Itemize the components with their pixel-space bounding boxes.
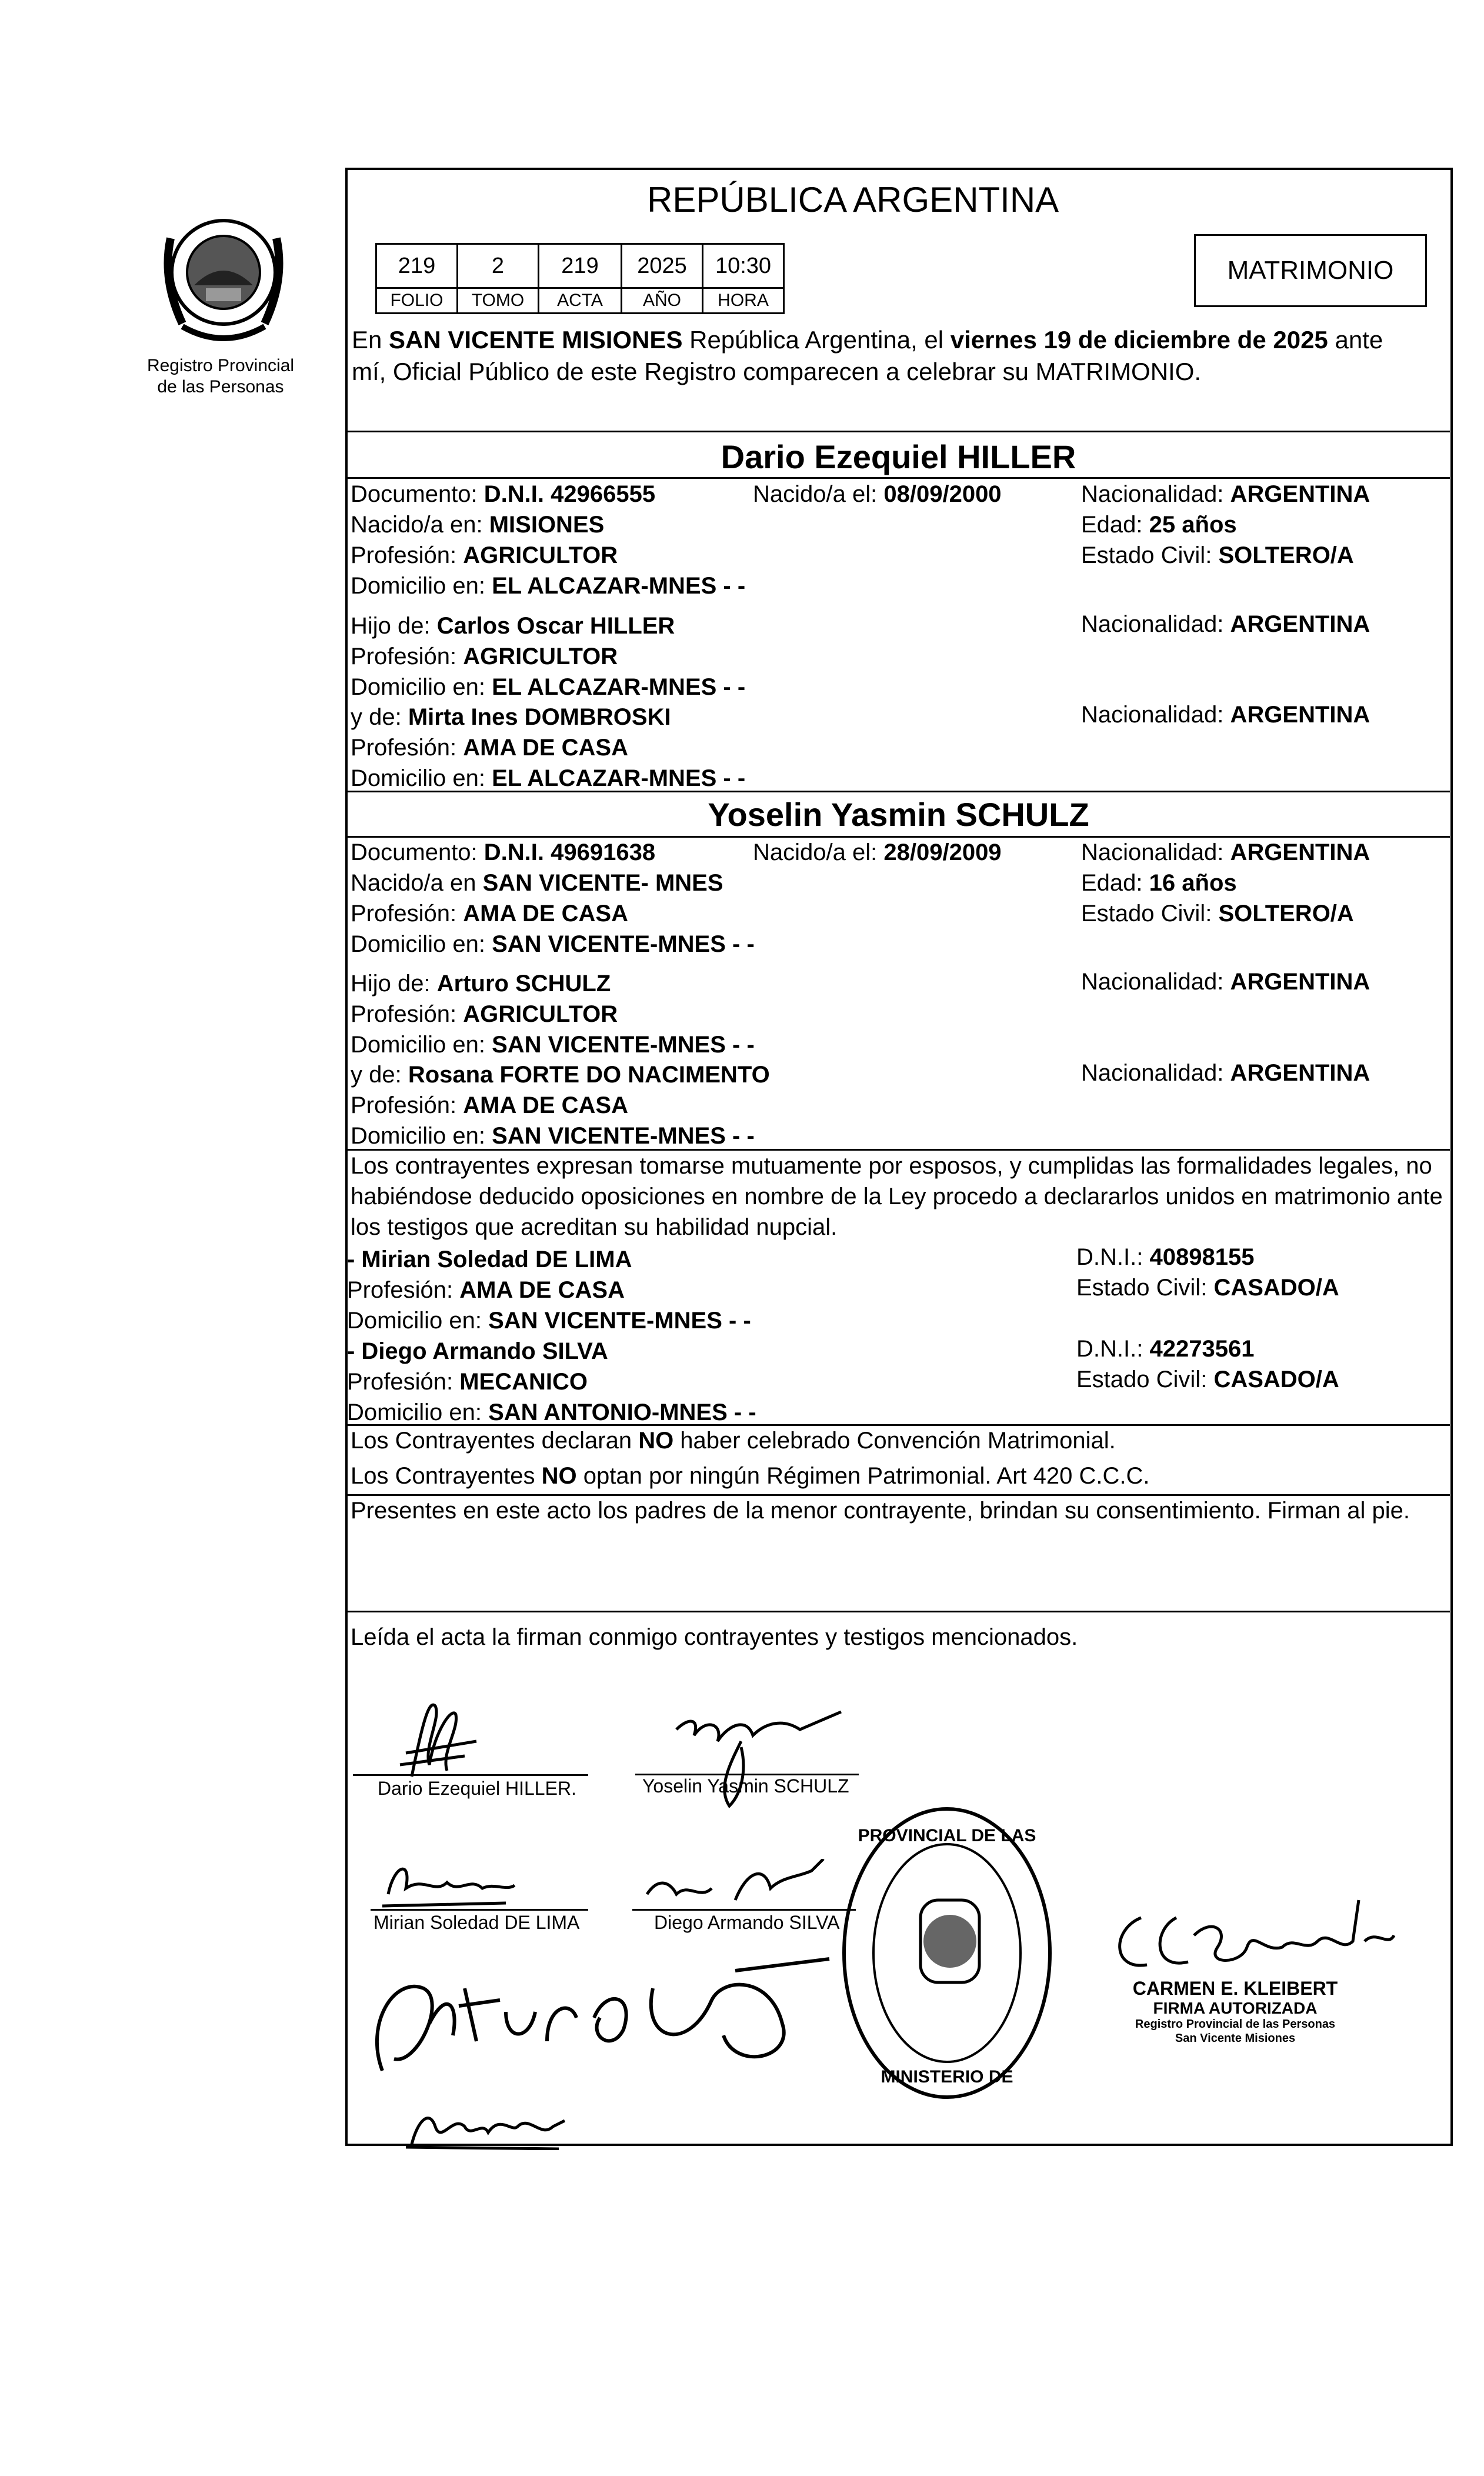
acta-label: ACTA bbox=[539, 288, 622, 314]
bride-father-dom bbox=[351, 1030, 755, 1059]
label: Nacionalidad: bbox=[1081, 969, 1224, 995]
emphasis: NO bbox=[541, 1463, 577, 1489]
bride-father bbox=[351, 969, 611, 998]
intro-date: viernes 19 de diciembre de 2025 bbox=[950, 326, 1328, 354]
groom-age bbox=[1081, 510, 1237, 539]
groom-father-dom bbox=[351, 672, 745, 702]
label: Profesión: bbox=[351, 735, 457, 761]
value: AMA DE CASA bbox=[463, 735, 628, 761]
value: Rosana FORTE DO NACIMENTO bbox=[408, 1062, 770, 1088]
groom-mother-dom bbox=[351, 764, 745, 793]
label: Nacionalidad: bbox=[1081, 611, 1224, 637]
text: Los Contrayentes declaran bbox=[351, 1428, 639, 1454]
bride-mother-nat bbox=[1081, 1058, 1370, 1088]
value: ARGENTINA bbox=[1230, 611, 1370, 637]
label: Nacionalidad: bbox=[1081, 839, 1224, 865]
value: ARGENTINA bbox=[1230, 969, 1370, 995]
officer-office: Registro Provincial de las Personas bbox=[1135, 2018, 1336, 2031]
label: y de: bbox=[351, 704, 402, 730]
misiones-emblem-icon bbox=[159, 203, 288, 350]
bride-birthplace bbox=[351, 868, 723, 898]
label: Domicilio en: bbox=[351, 674, 485, 700]
value: D.N.I. 42966555 bbox=[483, 481, 656, 507]
value: MECANICO bbox=[459, 1369, 588, 1395]
value: Mirta Ines DOMBROSKI bbox=[408, 704, 671, 730]
value: AMA DE CASA bbox=[463, 901, 628, 927]
label: Domicilio en: bbox=[351, 573, 485, 599]
label: Edad: bbox=[1081, 512, 1143, 538]
value: AGRICULTOR bbox=[463, 644, 618, 669]
witness1-civil bbox=[1076, 1273, 1339, 1302]
label: Hijo de: bbox=[351, 971, 431, 997]
bride-prof bbox=[351, 899, 628, 928]
bride-born bbox=[753, 838, 1002, 867]
label: Estado Civil: bbox=[1081, 542, 1212, 568]
groom-mother-prof bbox=[351, 733, 628, 762]
father-signature-mark bbox=[359, 1953, 841, 2088]
label: Nacido/a en bbox=[351, 870, 476, 896]
hora-label: HORA bbox=[703, 288, 784, 314]
witness1-signature-mark bbox=[376, 1853, 518, 1918]
intro-text-a: En bbox=[352, 326, 389, 354]
bride-civil bbox=[1081, 899, 1354, 928]
value: 28/09/2009 bbox=[883, 839, 1002, 865]
record-type: MATRIMONIO bbox=[1227, 256, 1394, 285]
value: CASADO/A bbox=[1213, 1275, 1339, 1301]
register-values-row bbox=[376, 244, 784, 288]
official-stamp bbox=[835, 1800, 1059, 2106]
province-seal bbox=[159, 203, 288, 350]
value: CASADO/A bbox=[1213, 1367, 1339, 1392]
value: ARGENTINA bbox=[1230, 481, 1370, 507]
label: Profesión: bbox=[351, 901, 457, 927]
value: ARGENTINA bbox=[1230, 702, 1370, 728]
parents-note: Presentes en este acto los padres de la menor contrayente, brindan su consentimiento. Firman al pie. bbox=[351, 1498, 1410, 1524]
bride-father-nat bbox=[1081, 967, 1370, 997]
witness1-name: - Mirian Soledad DE LIMA bbox=[347, 1247, 632, 1272]
stamp-ring-text: PROVINCIAL DE LAS bbox=[858, 1826, 1036, 1845]
label: Domicilio en: bbox=[351, 765, 485, 791]
seal-caption-line1: Registro Provincial bbox=[146, 356, 295, 375]
officer-signature-mark bbox=[1106, 1894, 1400, 1982]
witness2-name: - Diego Armando SILVA bbox=[347, 1338, 608, 1364]
groom-father-prof bbox=[351, 642, 618, 671]
value: 16 años bbox=[1149, 870, 1237, 896]
label: Documento: bbox=[351, 839, 478, 865]
witness1-prof bbox=[347, 1275, 625, 1305]
label: Nacido/a el: bbox=[753, 481, 878, 507]
value: D.N.I. 49691638 bbox=[483, 839, 656, 865]
label: D.N.I.: bbox=[1076, 1244, 1143, 1270]
groom-father-nat bbox=[1081, 609, 1370, 639]
bride-father-prof bbox=[351, 999, 618, 1029]
value: AGRICULTOR bbox=[463, 542, 618, 568]
label: y de: bbox=[351, 1062, 402, 1088]
value: Carlos Oscar HILLER bbox=[436, 613, 675, 639]
ano-value: 2025 bbox=[622, 244, 703, 288]
label: Profesión: bbox=[351, 644, 457, 669]
folio-value: 219 bbox=[376, 244, 458, 288]
label: Profesión: bbox=[351, 1092, 457, 1118]
signature-line bbox=[371, 1909, 588, 1911]
value: 42273561 bbox=[1149, 1336, 1255, 1362]
bride-mother bbox=[351, 1060, 770, 1089]
officer-name: CARMEN E. KLEIBERT bbox=[1132, 1978, 1338, 1999]
value: SAN VICENTE-MNES - - bbox=[492, 931, 755, 957]
text: optan por ningún Régimen Patrimonial. Art 420 C.C.C. bbox=[576, 1463, 1150, 1489]
label: Domicilio en: bbox=[351, 1123, 485, 1149]
mother-signature-mark bbox=[406, 2103, 571, 2150]
groom-mother-nat bbox=[1081, 700, 1370, 729]
witness2-dni bbox=[1076, 1334, 1254, 1364]
signature-line bbox=[353, 1774, 588, 1776]
witness1-signature-label: Mirian Soledad DE LIMA bbox=[373, 1912, 580, 1933]
groom-prof bbox=[351, 541, 618, 570]
value: EL ALCAZAR-MNES - - bbox=[492, 674, 746, 700]
witness2-signature-label: Diego Armando SILVA bbox=[654, 1912, 840, 1933]
ano-label: AÑO bbox=[622, 288, 703, 314]
intro-place: SAN VICENTE MISIONES bbox=[389, 326, 683, 354]
value: AMA DE CASA bbox=[459, 1277, 625, 1303]
declaration-line2: habiéndose deducido oposiciones en nombre de la Ley procedo a declararlos unidos en matrimonio ante bbox=[351, 1184, 1443, 1209]
closing-text: Leída el acta la firman conmigo contrayentes y testigos mencionados. bbox=[351, 1624, 1078, 1650]
value: ARGENTINA bbox=[1230, 1060, 1370, 1086]
value: EL ALCAZAR-MNES - - bbox=[492, 573, 746, 599]
groom-mother bbox=[351, 702, 671, 732]
bride-mother-dom bbox=[351, 1121, 755, 1151]
label: Estado Civil: bbox=[1076, 1275, 1208, 1301]
bride-age bbox=[1081, 868, 1237, 898]
label: Profesión: bbox=[351, 542, 457, 568]
label: Domicilio en: bbox=[351, 1032, 485, 1058]
groom-birthplace bbox=[351, 510, 604, 539]
value: 08/09/2000 bbox=[883, 481, 1002, 507]
seal-caption bbox=[126, 355, 315, 398]
label: Domicilio en: bbox=[347, 1308, 482, 1334]
divider bbox=[347, 1611, 1450, 1612]
emphasis: NO bbox=[638, 1428, 674, 1454]
groom-father bbox=[351, 611, 675, 641]
tomo-label: TOMO bbox=[458, 288, 539, 314]
declaration-line3: los testigos que acreditan su habilidad nupcial. bbox=[351, 1214, 838, 1240]
value: MISIONES bbox=[489, 512, 605, 538]
record-type-box bbox=[1194, 234, 1427, 307]
register-labels-row bbox=[376, 288, 784, 314]
value: SAN ANTONIO-MNES - - bbox=[488, 1399, 756, 1425]
label: Documento: bbox=[351, 481, 478, 507]
regime-line2 bbox=[351, 1461, 1150, 1491]
document-title: REPÚBLICA ARGENTINA bbox=[647, 180, 1059, 219]
folio-label: FOLIO bbox=[376, 288, 458, 314]
regime-line1 bbox=[351, 1426, 1116, 1455]
value: 25 años bbox=[1149, 512, 1237, 538]
divider bbox=[347, 791, 1450, 792]
label: Edad: bbox=[1081, 870, 1143, 896]
hora-value: 10:30 bbox=[703, 244, 784, 288]
officer-location: San Vicente Misiones bbox=[1175, 2032, 1296, 2045]
witness1-dni bbox=[1076, 1242, 1254, 1272]
label: Domicilio en: bbox=[351, 931, 485, 957]
value: SAN VICENTE-MNES - - bbox=[492, 1032, 755, 1058]
label: Nacionalidad: bbox=[1081, 702, 1224, 728]
bride-dom bbox=[351, 929, 755, 959]
groom-nat bbox=[1081, 479, 1370, 509]
value: SOLTERO/A bbox=[1218, 901, 1354, 927]
signature-line bbox=[632, 1909, 856, 1911]
groom-born bbox=[753, 479, 1002, 509]
declaration-line1: Los contrayentes expresan tomarse mutuamente por esposos, y cumplidas las formalidades legales, no bbox=[351, 1153, 1432, 1179]
value: SAN VICENTE- MNES bbox=[482, 870, 723, 896]
value: SAN VICENTE-MNES - - bbox=[488, 1308, 751, 1334]
witness2-dom bbox=[347, 1398, 756, 1427]
value: Arturo SCHULZ bbox=[436, 971, 611, 997]
label: Nacido/a el: bbox=[753, 839, 878, 865]
value: EL ALCAZAR-MNES - - bbox=[492, 765, 746, 791]
divider bbox=[347, 1149, 1450, 1151]
value: 40898155 bbox=[1149, 1244, 1255, 1270]
seal-caption-line2: de las Personas bbox=[157, 377, 284, 396]
intro-line2: mí, Oficial Público de este Registro comparecen a celebrar su MATRIMONIO. bbox=[352, 358, 1202, 385]
witness2-civil bbox=[1076, 1365, 1339, 1394]
groom-civil bbox=[1081, 541, 1354, 570]
divider bbox=[347, 431, 1450, 432]
label: Profesión: bbox=[351, 1001, 457, 1027]
intro-line1 bbox=[352, 325, 1383, 355]
bride-nat bbox=[1081, 838, 1370, 867]
bride-signature-label: Yoselin Yasmin SCHULZ bbox=[642, 1775, 849, 1797]
label: Domicilio en: bbox=[347, 1399, 482, 1425]
intro-text-c: ante bbox=[1328, 326, 1383, 354]
value: ARGENTINA bbox=[1230, 839, 1370, 865]
text: haber celebrado Convención Matrimonial. bbox=[673, 1428, 1116, 1454]
bride-mother-prof bbox=[351, 1091, 628, 1120]
stamp-bottom-text: MINISTERIO DE bbox=[881, 2067, 1013, 2087]
witness1-dom bbox=[347, 1306, 751, 1335]
officer-role: FIRMA AUTORIZADA bbox=[1153, 1999, 1318, 2017]
register-table bbox=[375, 243, 785, 314]
divider bbox=[347, 477, 1450, 479]
label: Nacido/a en: bbox=[351, 512, 483, 538]
groom-signature-label: Dario Ezequiel HILLER. bbox=[378, 1778, 576, 1799]
groom-signature-mark bbox=[388, 1694, 488, 1782]
bride-doc bbox=[351, 838, 655, 867]
intro-text-b: República Argentina, el bbox=[682, 326, 951, 354]
value: SAN VICENTE-MNES - - bbox=[492, 1123, 755, 1149]
value: AMA DE CASA bbox=[463, 1092, 628, 1118]
value: SOLTERO/A bbox=[1218, 542, 1354, 568]
label: Nacionalidad: bbox=[1081, 481, 1224, 507]
groom-dom bbox=[351, 571, 745, 601]
label: Nacionalidad: bbox=[1081, 1060, 1224, 1086]
label: Profesión: bbox=[347, 1277, 453, 1303]
label: Profesión: bbox=[347, 1369, 453, 1395]
acta-value: 219 bbox=[539, 244, 622, 288]
bride-name: Yoselin Yasmin SCHULZ bbox=[708, 796, 1089, 833]
groom-doc bbox=[351, 479, 655, 509]
label: D.N.I.: bbox=[1076, 1336, 1143, 1362]
label: Estado Civil: bbox=[1081, 901, 1212, 927]
text: Los Contrayentes bbox=[351, 1463, 542, 1489]
witness2-prof bbox=[347, 1367, 588, 1397]
groom-name: Dario Ezequiel HILLER bbox=[721, 438, 1076, 475]
value: AGRICULTOR bbox=[463, 1001, 618, 1027]
label: Hijo de: bbox=[351, 613, 431, 639]
label: Estado Civil: bbox=[1076, 1367, 1208, 1392]
tomo-value: 2 bbox=[458, 244, 539, 288]
